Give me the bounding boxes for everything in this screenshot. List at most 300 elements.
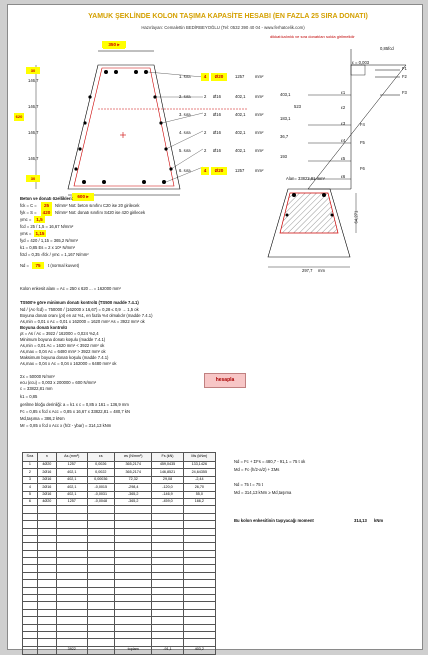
table-cell: 403,2: [183, 646, 215, 654]
result-line-1: Nd = Fc + ΣFs = 480,7 - 91,1 = 75 t ok: [234, 459, 306, 464]
table-cell: toplam: [114, 646, 151, 654]
table-cell: [152, 521, 183, 528]
page-title: YAMUK ŞEKLİNDE KOLON TAŞIMA KAPASİTE HESABI (EN FAZLA 25 SIRA DONATI): [88, 13, 368, 20]
table-row: [23, 469, 216, 476]
table-cell: 146,8521: [152, 469, 183, 476]
table-cell: [183, 535, 215, 542]
table-row-empty: [23, 543, 216, 550]
table-cell: [23, 609, 38, 616]
table-row-empty: [23, 558, 216, 565]
table-cell: [23, 602, 38, 609]
table-cell: [87, 513, 114, 520]
table-cell: [87, 639, 114, 646]
table-cell: [56, 521, 87, 528]
table-cell: [152, 617, 183, 624]
mr-unit: kNm: [374, 518, 384, 523]
moment-line-4: k1 = 0,85: [20, 394, 38, 399]
strain-top-label: ε = 0,003: [352, 60, 370, 65]
result-line-3: Nd = 75 t = 75 t: [234, 482, 263, 487]
table-cell: [183, 587, 215, 594]
ts-line-2: Boyuna donatı oranı (ρt) en az %1, en fazla %4 olmalıdır (madde 7.4.1): [20, 313, 153, 318]
table-cell: [37, 587, 56, 594]
dim-right-5: 193: [280, 154, 287, 159]
nd-unit: t (normal kuvvet): [48, 263, 80, 268]
table-cell: [183, 558, 215, 565]
compression-area-label: Alan= 33822,81 mm²: [286, 176, 325, 181]
table-cell: [56, 602, 87, 609]
table-cell: [37, 609, 56, 616]
moment-line-2: ecu (εcu) = 0,003 x 200000 = 600 N/mm²: [20, 380, 97, 385]
table-cell: [152, 580, 183, 587]
table-cell: [152, 528, 183, 535]
row-4-area: 402,1: [235, 130, 246, 135]
worksheet: [7, 4, 423, 650]
spacing-row-6[interactable]: 30: [26, 175, 40, 182]
height-value[interactable]: 620: [15, 114, 23, 119]
table-row: [23, 498, 216, 505]
table-cell: [37, 602, 56, 609]
table-row-empty: [23, 521, 216, 528]
row-2-label: 2. sıra: [179, 94, 191, 99]
table-cell: [56, 506, 87, 513]
table-row-empty: [23, 617, 216, 624]
col-header: σs (N/mm²): [114, 453, 151, 462]
table-cell: [87, 528, 114, 535]
result-line-4: Md = 314,13 kNm ≥ Md,taşıma: [234, 490, 292, 495]
table-cell: [152, 550, 183, 557]
gamma-c-input[interactable]: 1,5: [34, 216, 45, 223]
table-cell: [56, 631, 87, 638]
eps-1: ε1: [341, 90, 346, 95]
fck-label: fck = C =: [20, 203, 37, 208]
col-header: Ms (kNm): [183, 453, 215, 462]
table-cell: [152, 595, 183, 602]
table-cell: [23, 506, 38, 513]
table-cell: [183, 631, 215, 638]
table-cell: [56, 528, 87, 535]
ts-line-5: ρt = As / Ac = 3922 / 162000 = 0,024 %2,4: [20, 331, 99, 336]
table-cell: [114, 617, 151, 624]
table-cell: [114, 624, 151, 631]
table-cell: [87, 580, 114, 587]
row-6-phi[interactable]: Ø20: [211, 167, 227, 175]
table-cell: [183, 528, 215, 535]
table-cell: 365,2174: [114, 469, 151, 476]
table-cell: [23, 513, 38, 520]
table-cell: [152, 609, 183, 616]
table-cell: [114, 602, 151, 609]
table-cell: 133,1426: [183, 462, 215, 469]
row-6-area: 1257: [235, 168, 245, 173]
table-cell: [37, 513, 56, 520]
table-cell: [152, 558, 183, 565]
table-cell: [23, 535, 38, 542]
table-row-empty: [23, 639, 216, 646]
force-6: F6: [360, 166, 365, 171]
dim-right-1: 403,1: [280, 92, 291, 97]
row-3-area: 402,1: [235, 112, 246, 117]
table-cell: [56, 587, 87, 594]
table-cell: [114, 521, 151, 528]
moment-line-5: gerilme bloğu derinliği: a = k1 x c = 0,85 x 161 = 136,9 mm: [20, 402, 129, 407]
table-cell: [114, 595, 151, 602]
moment-line-8: Mr = 0,85 x fcd x Acc x (h/2 - ybar) = 314,13 kNm: [20, 423, 112, 428]
row-5-area: 402,1: [235, 148, 246, 153]
table-cell: [183, 565, 215, 572]
table-cell: [114, 558, 151, 565]
table-cell: [152, 535, 183, 542]
table-cell: [23, 639, 38, 646]
fyd-line: fyd = 420 / 1,15 = 365,2 N/mm²: [20, 238, 78, 243]
fctd-line: fctd = 0,35 √fck / γmc = 1,167 N/mm²: [20, 252, 89, 257]
table-cell: [56, 572, 87, 579]
row-1-phi[interactable]: Ø20: [211, 73, 227, 81]
table-cell: 402,1: [56, 476, 87, 483]
table-cell: [56, 639, 87, 646]
table-row-empty: [23, 572, 216, 579]
table-cell: -91,1: [152, 646, 183, 654]
force-4: F4: [360, 122, 365, 127]
k1-line: k1 = 0,85 Es = 2 x 10⁵ N/mm²: [20, 245, 76, 250]
table-cell: [23, 528, 38, 535]
table-cell: [56, 543, 87, 550]
table-cell: [152, 639, 183, 646]
table-row-empty: [23, 624, 216, 631]
table-cell: [23, 646, 38, 654]
nd-input[interactable]: 75: [32, 262, 44, 269]
table-cell: [23, 617, 38, 624]
table-cell: [37, 646, 56, 654]
table-cell: 26,70: [183, 484, 215, 491]
force-3: F3: [402, 90, 407, 95]
table-cell: -365,2: [114, 498, 151, 505]
rebar-rows: [179, 73, 269, 193]
table-row-empty: [23, 580, 216, 587]
table-cell: 459,0435: [152, 462, 183, 469]
eps-6: ε6: [341, 174, 346, 179]
table-cell: [23, 624, 38, 631]
force-5: F5: [360, 140, 365, 145]
bottom-width-value[interactable]: 600 ▸: [72, 193, 94, 201]
compression-height: 64,271: [353, 210, 359, 224]
table-cell: [23, 572, 38, 579]
table-cell: [23, 595, 38, 602]
fyk-label: fyk = S =: [20, 210, 37, 215]
table-cell: -2,44: [183, 476, 215, 483]
table-row-empty: [23, 631, 216, 638]
table-cell: [114, 550, 151, 557]
ts-line-10: As,max = 0,04 x Ac = 0,04 x 162000 = 6480 mm² ok: [20, 361, 117, 366]
table-cell: 402,1: [56, 469, 87, 476]
table-row-empty: [23, 535, 216, 542]
table-cell: [87, 535, 114, 542]
table-cell: [114, 580, 151, 587]
row-2-area: 402,1: [235, 94, 246, 99]
nd-label: Nd =: [20, 263, 29, 268]
fck-input[interactable]: 25: [41, 202, 52, 209]
result-line-2: Md = Fc·(h/2-a/2) + ΣMs: [234, 467, 280, 472]
table-row-empty: [23, 602, 216, 609]
table-cell: 55,0: [183, 491, 215, 498]
table-cell: [37, 528, 56, 535]
spacing-row-2: 146,7: [28, 78, 39, 83]
author-subtitle: Hazırlayan: Cemalettin BEDİRBEYOĞLU (Tel: 0532 390 40 04 - www.ferhatcelik.com): [141, 25, 305, 30]
gamma-s-input[interactable]: 1,15: [35, 231, 45, 236]
row-5-n[interactable]: 2: [204, 148, 207, 153]
spacing-row-1[interactable]: 30: [26, 67, 40, 74]
table-cell: [183, 580, 215, 587]
table-cell: [37, 550, 56, 557]
ts-line-6: Minimum boyuna donatı koşulu (madde 7.4.1): [20, 337, 106, 342]
table-cell: [114, 535, 151, 542]
eps-5: ε5: [341, 156, 346, 161]
table-cell: [114, 543, 151, 550]
table-cell: 0,00036: [87, 476, 114, 483]
row-4-label: 4. sıra: [179, 130, 191, 135]
table-cell: -365,2: [114, 491, 151, 498]
table-cell: [23, 558, 38, 565]
table-cell: 4Ø20: [37, 462, 56, 469]
ac-line: Kolon enkesit alanı = Ac = 250 x 620 ... = 162000 mm²: [20, 286, 121, 291]
eps-2: ε2: [341, 105, 346, 110]
table-cell: 2Ø16: [37, 469, 56, 476]
table-cell: 1: [23, 462, 38, 469]
table-cell: [56, 550, 87, 557]
row-2-unit: mm²: [255, 94, 264, 99]
calculate-button[interactable]: hesapla: [204, 373, 246, 388]
table-cell: [37, 595, 56, 602]
table-cell: [87, 550, 114, 557]
moment-line-7: Md,taşıma = 386,2 kNm: [20, 416, 65, 421]
table-cell: [114, 572, 151, 579]
row-1-n[interactable]: 4: [201, 73, 209, 81]
row-4-phi[interactable]: Ø16: [213, 130, 221, 135]
table-cell: [56, 565, 87, 572]
table-cell: [183, 595, 215, 602]
table-cell: [114, 506, 151, 513]
table-row: [23, 462, 216, 469]
table-cell: 365,2174: [114, 462, 151, 469]
table-cell: [87, 602, 114, 609]
ts-line-4: Boyuna donatı kontrolü: [20, 325, 67, 330]
table-cell: -146,9: [152, 491, 183, 498]
table-cell: [183, 572, 215, 579]
row-6-unit: mm²: [255, 168, 264, 173]
table-row-empty: [23, 609, 216, 616]
row-2-phi[interactable]: Ø16: [213, 94, 221, 99]
table-cell: [37, 624, 56, 631]
table-cell: [183, 617, 215, 624]
ts-line-7: As,min = 0,01 Ac = 1620 mm² < 3922 mm² ok: [20, 343, 105, 348]
table-cell: [152, 631, 183, 638]
table-cell: [87, 572, 114, 579]
table-cell: 5: [23, 491, 38, 498]
table-cell: 1257: [56, 498, 87, 505]
table-cell: 3: [23, 476, 38, 483]
fyk-input[interactable]: 420: [42, 210, 51, 215]
row-3-label: 3. sıra: [179, 112, 191, 117]
table-cell: [87, 646, 114, 654]
moment-line-1: Σx = 50000 N/mm²: [20, 374, 55, 379]
ts-line-9: Maksimum boyuna donatı koşulu (madde 7.4.1): [20, 355, 109, 360]
table-cell: [152, 587, 183, 594]
table-cell: [56, 617, 87, 624]
row-6-label: 6. sıra: [179, 168, 191, 173]
table-cell: [87, 595, 114, 602]
ts-line-8: As,max = 0,04 Ac = 6480 mm² > 3922 mm² ok: [20, 349, 106, 354]
eps-3: ε3: [341, 121, 346, 126]
table-row-empty: [23, 506, 216, 513]
row-5-label: 5. sıra: [179, 148, 191, 153]
mr-value: 314,13: [354, 518, 367, 523]
compression-zone-drawing: [266, 181, 366, 273]
table-footer-row: [23, 646, 216, 654]
col-header: εs: [87, 453, 114, 462]
table-cell: 2Ø16: [37, 484, 56, 491]
table-cell: [87, 543, 114, 550]
table-cell: [152, 624, 183, 631]
table-cell: [23, 580, 38, 587]
table-row-empty: [23, 513, 216, 520]
top-width-value[interactable]: 350 ▸: [103, 41, 125, 49]
table-cell: [152, 506, 183, 513]
col-header: Fs (kN): [152, 453, 183, 462]
params-heading: Beton ve donatı özellikleri:: [20, 196, 74, 201]
row-4-unit: mm²: [255, 130, 264, 135]
table-cell: [37, 543, 56, 550]
table-cell: [23, 631, 38, 638]
table-cell: [56, 624, 87, 631]
table-cell: 2: [23, 469, 38, 476]
table-cell: 3922: [56, 646, 87, 654]
table-header-row: [23, 453, 216, 462]
table-cell: [87, 565, 114, 572]
dim-right-2: 183,1: [280, 116, 291, 121]
spacing-row-3: 146,7: [28, 104, 39, 109]
table-row-empty: [23, 528, 216, 535]
table-cell: [183, 513, 215, 520]
table-cell: [56, 580, 87, 587]
table-cell: [23, 543, 38, 550]
table-row-empty: [23, 587, 216, 594]
table-cell: [152, 513, 183, 520]
table-cell: [114, 587, 151, 594]
row-3-phi[interactable]: Ø16: [213, 112, 221, 117]
row-1-area: 1257: [235, 74, 245, 79]
eps-4: ε4: [341, 138, 346, 143]
table-cell: 6: [23, 498, 38, 505]
mr-label: Bu kolon enkesitinin taşıyacağı moment: [234, 518, 314, 523]
table-row-empty: [23, 595, 216, 602]
table-cell: 402,1: [56, 491, 87, 498]
table-cell: -0,0048: [87, 498, 114, 505]
table-row-empty: [23, 550, 216, 557]
table-cell: [23, 565, 38, 572]
table-cell: [37, 639, 56, 646]
dim-right-3: 523: [294, 104, 301, 109]
table-cell: [87, 624, 114, 631]
table-cell: 2Ø16: [37, 491, 56, 498]
spacing-row-4: 146,7: [28, 130, 39, 135]
table-cell: [152, 572, 183, 579]
table-cell: [37, 565, 56, 572]
table-cell: [37, 558, 56, 565]
table-cell: [37, 572, 56, 579]
table-cell: 4: [23, 484, 38, 491]
compression-bottom-dim: 297,7: [302, 268, 313, 273]
table-cell: 0,0026: [87, 462, 114, 469]
table-cell: [183, 624, 215, 631]
table-cell: [37, 506, 56, 513]
table-cell: 402,1: [56, 484, 87, 491]
row-2-n[interactable]: 2: [204, 94, 207, 99]
row-3-unit: mm²: [255, 112, 264, 117]
table-cell: [114, 631, 151, 638]
table-cell: 1257: [56, 462, 87, 469]
table-cell: [183, 521, 215, 528]
table-cell: 29,08: [152, 476, 183, 483]
table-cell: [152, 543, 183, 550]
table-cell: [37, 580, 56, 587]
force-1: F1: [402, 66, 407, 71]
table-cell: [183, 639, 215, 646]
table-cell: 166,2: [183, 498, 215, 505]
fcd-line: fcd = 25 / 1,5 = 16,67 N/mm²: [20, 224, 74, 229]
results-table: [22, 452, 216, 655]
table-cell: [183, 602, 215, 609]
row-5-unit: mm²: [255, 148, 264, 153]
table-cell: [23, 550, 38, 557]
table-cell: [37, 535, 56, 542]
ts-line-1: Nd / (Ac·fcd) = 750000 / (162000 x 16,67) = 0,28 ≤ 0,9 → 1,5 ok: [20, 307, 139, 312]
table-cell: [183, 550, 215, 557]
stress-block-label: 0,85fcd: [380, 46, 394, 51]
table-cell: 72,32: [114, 476, 151, 483]
table-cell: [23, 587, 38, 594]
table-cell: [37, 521, 56, 528]
row-3-n[interactable]: 2: [204, 112, 207, 117]
table-cell: [114, 609, 151, 616]
table-cell: -0,0031: [87, 491, 114, 498]
table-cell: [56, 595, 87, 602]
table-cell: [183, 609, 215, 616]
moment-line-3: c = 33822,81 mm: [20, 386, 53, 391]
col-header: Sıra: [23, 453, 38, 462]
table-cell: [37, 631, 56, 638]
col-header: As (mm²): [56, 453, 87, 462]
ts-heading: TS500'e göre minimum donatı kontrolü (TS500 madde 7.4.1): [20, 300, 139, 305]
table-cell: [183, 506, 215, 513]
table-cell: [87, 609, 114, 616]
gamma-s-label: γms =: [20, 231, 32, 236]
table-cell: 24,64355: [183, 469, 215, 476]
fyk-unit: N/mm² Not: donatı sınıfını S420 ise 420 girilecek: [55, 210, 146, 215]
table-cell: [87, 506, 114, 513]
table-cell: 4Ø20: [37, 498, 56, 505]
table-row: [23, 484, 216, 491]
table-cell: -459,0: [152, 498, 183, 505]
table-row: [23, 476, 216, 483]
table-cell: [56, 609, 87, 616]
row-5-phi[interactable]: Ø16: [213, 148, 221, 153]
table-cell: [87, 587, 114, 594]
note-text: dikkat:kalınlık ve sıra donatıları solda girilmelidir: [270, 34, 355, 39]
row-4-n[interactable]: 2: [204, 130, 207, 135]
table-cell: [56, 513, 87, 520]
row-6-n[interactable]: 4: [201, 167, 209, 175]
table-cell: [87, 617, 114, 624]
dim-right-4: 36,7: [280, 134, 289, 139]
